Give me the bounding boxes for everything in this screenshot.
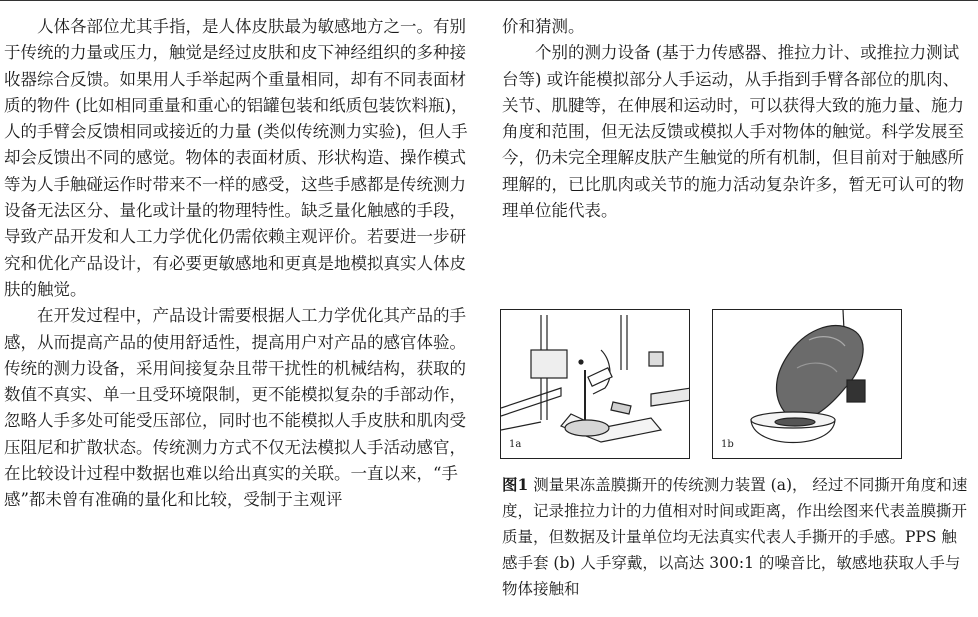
panel-b-label: 1b <box>721 439 734 450</box>
figure-caption <box>502 472 972 602</box>
paragraph-2: 在开发过程中，产品设计需要根据人工力学优化其产品的手感，从而提高产品的使用舒适性，提高用户对产品的感官体验。传统的测力设备，采用间接复杂且带干扰性的机械结构，获取的数值不真实、单一且受环境限制，更不能模拟复杂的手部动作，忽略人手多处可能受压部位，同时也不能模拟人手皮肤和肌肉受压阻尼和扩散状态。传统测力方式不仅无法模拟人手活动感官，在比较设计过程中数据也难以给出真实的关联。一直以来，“手感”都未曾有准确的量化和比较，受制于主观评 <box>4 306 466 510</box>
figure-1 <box>500 309 970 461</box>
paragraph-continued: 价和猜测。 <box>502 17 585 36</box>
figure-panel-a <box>500 309 690 459</box>
paragraph-1: 人体各部位尤其手指，是人体皮肤最为敏感地方之一。有别于传统的力量或压力，触觉是经过皮肤和皮下神经组织的多种接收器综合反馈。如果用人手举起两个重量相同，却有不同表面材质的物件 (比如相同重量和重心的铝罐包装和纸质包装饮料瓶)，人的手臂会反馈相同或接近的力量 (类似传统测力实验)，但人手却会反馈出不同的感觉。物体的表面材质、形状构造、操作模式等为人手触碰运作时带来不一样的感受，这些手感都是传统测力设备无法区分、量化或计量的物理特性。缺乏量化触感的手段，导致产品开发和人工力学优化仍需依赖主观评价。若要进一步研究和优化产品设计，有必要更敏感地和更真是地模拟真实人体皮肤的触觉。 <box>4 17 468 299</box>
right-column <box>502 14 972 224</box>
force-test-apparatus-illustration <box>501 310 690 459</box>
caption-figure-number: 图1 <box>502 475 529 494</box>
left-column <box>4 14 474 514</box>
top-rule <box>0 0 978 1</box>
caption-text: 测量果冻盖膜撕开的传统测力装置 (a)， 经过不同撕开角度和速度，记录推拉力计的力值相对时间或距离，作出绘图来代表盖膜撕开质量，但数据及计量单位均无法真实代表人手撕开的手感。PPS 触感手套 (b) 人手穿戴，以高达 300:1 的噪音比，敏感地获取人手与物体接触和 <box>502 476 968 598</box>
tactile-glove-illustration <box>713 310 902 459</box>
figure-panel-b <box>712 309 902 459</box>
panel-a-label: 1a <box>509 439 522 450</box>
paragraph-3: 个别的测力设备 (基于力传感器、推拉力计、或推拉力测试台等) 或许能模拟部分人手运动，从手指到手臂各部位的肌肉、关节、肌腱等，在伸展和运动时，可以获得大致的施力量、施力角度和范围，但无法反馈或模拟人手对物体的触觉。科学发展至今，仍未完全理解皮肤产生触觉的所有机制，但目前对于触感所理解的，已比肌肉或关节的施力活动复杂许多，暂无可认可的物理单位能代表。 <box>502 43 964 221</box>
